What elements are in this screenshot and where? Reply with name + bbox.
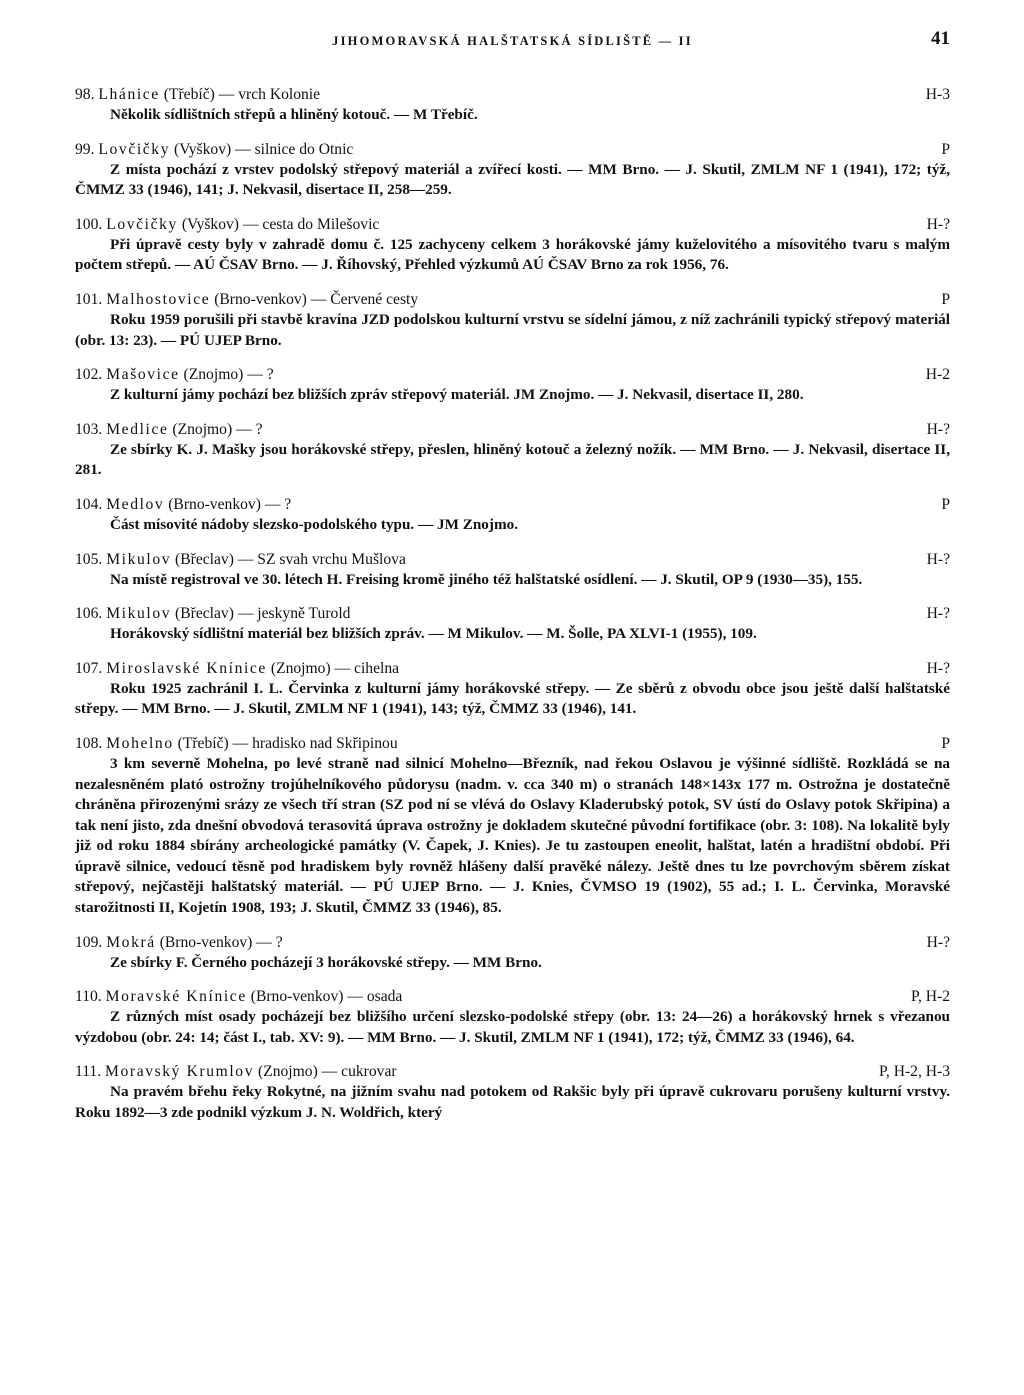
- entry-period: H-?: [926, 605, 950, 623]
- entry-period: P, H-2, H-3: [878, 1063, 950, 1081]
- entry-text: Roku 1925 zachránil I. L. Červinka z kulturní jámy horákovské střepy. — Ze sběrů z obvodu obce jsou ještě další halštatské střepy. — MM Brno. — J. Skutil, ZMLM NF 1 (1941), 143; týž, ČMMZ 33 (1946), 141.: [75, 679, 950, 718]
- entry-text: Na místě registroval ve 30. létech H. Freising kromě jiného též halštatské osídlení. — J. Skutil, OP 9 (1930—35), 155.: [110, 570, 863, 588]
- entry-site: — SZ svah vrchu Mušlova: [237, 550, 406, 568]
- entry-site: — cesta do Milešovic: [242, 215, 380, 233]
- entry-number: 99.: [75, 140, 95, 158]
- entry-text: Část mísovité nádoby slezsko-podolského typu. — JM Znojmo.: [110, 515, 519, 533]
- entry-location: Mikulov: [106, 605, 172, 623]
- entry-text: Z kulturní jámy pochází bez bližších zpráv střepový materiál. JM Znojmo. — J. Nekvasil, disertace II, 280.: [110, 386, 804, 404]
- entry-district: (Břeclav): [175, 605, 234, 623]
- entry-location: Mikulov: [106, 550, 172, 568]
- entry-text: Několik sídlištních střepů a hliněný kotouč. — M Třebíč.: [110, 106, 478, 123]
- entry-text: 3 km severně Mohelna, po levé straně nad silnicí Mohelno—Březník, nad řekou Oslavou je výšinné sídliště. Rozkládá se na nezalesněném plató ostrožny trojúhelníkového půdorysu (nadm. v. cca 340 m) o stranách 148×143x 177 m. Ostrožna je dostatečně chráněna přirozenými srázy ze všech tří stran (SZ pod ní se vlévá do Oslavy Kladerubský potok, SV ústí do Oslavy potok Skřipina) a tak není jisto, zda dnešní obvodová terasovitá úprava ostrožny je dokladem skutečné původní fortifikace (obr. 3: 108). Na lokalitě byly již od roku 1884 sbírány archeologické památky (V. Čapek, J. Knies). Je tu zastoupen eneolit, halštat, latén a hradištní období. Při úpravě silnice, vedoucí těsně pod hradiskem byly rovněž hlášeny další pravěké nálezy. Ještě dnes tu lze povrchovým sběrem získat střepový, nejčastěji halštatský materiál. — PÚ UJEP Brno. — J. Knies, ČVMSO 19 (1902), 55 ad.; I. L. Červinka, Moravské starožitnosti II, Kojetín 1908, 193; J. Skutil, ČMMZ 33 (1946), 85.: [75, 754, 950, 917]
- entry-location: Miroslavské Knínice: [106, 659, 267, 677]
- entry-location: Mokrá: [106, 933, 156, 951]
- site-catalog: [75, 84, 950, 1124]
- entry-location: Moravské Knínice: [105, 988, 247, 1006]
- catalog-entry: [75, 658, 950, 720]
- entry-heading: [75, 494, 950, 515]
- entry-district: (Znojmo): [183, 366, 244, 384]
- entry-number: 103.: [75, 420, 103, 438]
- entry-location: Medlov: [106, 495, 165, 513]
- page-header: [75, 28, 950, 62]
- entry-number: 111.: [75, 1063, 102, 1081]
- entry-location: Malhostovice: [106, 290, 211, 308]
- entry-heading: [75, 364, 950, 385]
- entry-period: P: [941, 734, 950, 752]
- entry-text: Horákovský sídlištní materiál bez bližších zpráv. — M Mikulov. — M. Šolle, PA XLVI-1 (1955), 109.: [110, 625, 757, 643]
- catalog-entry: [75, 139, 950, 201]
- entry-heading: [75, 214, 950, 235]
- entry-location: Moravský Krumlov: [105, 1063, 255, 1081]
- entry-number: 106.: [75, 605, 103, 623]
- catalog-entry: [75, 364, 950, 406]
- entry-period: P, H-2: [911, 988, 950, 1006]
- entry-district: (Brno-venkov): [250, 988, 344, 1006]
- entry-site: — ?: [256, 933, 283, 951]
- entry-heading: [75, 549, 950, 570]
- document-page: [75, 28, 950, 1137]
- entry-district: (Znojmo): [172, 420, 233, 438]
- entry-number: 102.: [75, 366, 103, 384]
- catalog-entry: [75, 84, 950, 126]
- entry-site: — ?: [264, 495, 292, 513]
- entry-number: 107.: [75, 659, 103, 677]
- entry-period: H-2: [925, 366, 950, 384]
- entry-district: (Brno-venkov): [168, 495, 261, 513]
- entry-site: — cihelna: [334, 659, 400, 677]
- entry-location: Mašovice: [106, 366, 180, 384]
- entry-site: — jeskyně Turold: [237, 605, 351, 623]
- page-number: 41: [931, 28, 950, 49]
- entry-heading: [75, 603, 950, 624]
- entry-number: 101.: [75, 290, 103, 308]
- entry-site: — vrch Kolonie: [218, 86, 321, 103]
- entry-period: P: [941, 495, 950, 513]
- entry-district: (Znojmo): [258, 1063, 318, 1081]
- catalog-entry: [75, 733, 950, 919]
- entry-number: 108.: [75, 734, 103, 752]
- entry-heading: [75, 289, 950, 310]
- entry-district: (Brno-venkov): [159, 933, 253, 951]
- entry-heading: [75, 733, 950, 754]
- entry-number: 110.: [75, 988, 102, 1006]
- catalog-entry: [75, 1061, 950, 1123]
- entry-text: Na pravém břehu řeky Rokytné, na jižním svahu nad potokem od Rakšic byly při úpravě cukrovaru porušeny kulturní vrstvy. Roku 1892—3 zde podnikl výzkum J. N. Woldřich, který: [75, 1083, 950, 1122]
- catalog-entry: [75, 932, 950, 974]
- entry-period: P: [941, 140, 950, 158]
- entry-number: 98.: [75, 86, 95, 103]
- entry-district: (Znojmo): [270, 659, 331, 677]
- entry-period: H-?: [926, 420, 950, 438]
- entry-period: H-?: [926, 933, 950, 951]
- entry-text: Ze sbírky K. J. Mašky jsou horákovské střepy, přeslen, hliněný kotouč a železný nožík. — MM Brno. — J. Nekvasil, disertace II, 281.: [75, 440, 950, 479]
- entry-site: — ?: [236, 420, 263, 438]
- entry-site: — ?: [247, 366, 274, 384]
- catalog-entry: [75, 986, 950, 1048]
- entry-text: Z místa pochází z vrstev podolský střepový materiál a zvířecí kosti. — MM Brno. — J. Skutil, ZMLM NF 1 (1941), 172; týž, ČMMZ 33 (1946), 141; J. Nekvasil, disertace II, 258—259.: [75, 160, 950, 199]
- entry-period: H-?: [926, 550, 950, 568]
- entry-heading: [75, 932, 950, 953]
- entry-district: (Třebíč): [177, 734, 229, 752]
- catalog-entry: [75, 289, 950, 351]
- entry-number: 105.: [75, 550, 103, 568]
- entry-location: Mohelno: [106, 734, 174, 752]
- entry-heading: [75, 986, 950, 1007]
- running-title: JIHOMORAVSKÁ HALŠTATSKÁ SÍDLIŠTĚ — II: [332, 34, 693, 48]
- entry-period: H-?: [926, 215, 950, 233]
- entry-site: — osada: [347, 988, 403, 1006]
- entry-location: Lovčičky: [98, 140, 171, 158]
- entry-district: (Břeclav): [175, 550, 234, 568]
- entry-text: Při úpravě cesty byly v zahradě domu č. 125 zachyceny celkem 3 horákovské jámy kuželovitého a mísovitého tvaru s malým počtem střepů. — AÚ ČSAV Brno. — J. Říhovský, Přehled výzkumů AÚ ČSAV Brno za rok 1956, 76.: [75, 235, 950, 274]
- entry-number: 100.: [75, 215, 103, 233]
- catalog-entry: [75, 419, 950, 481]
- entry-heading: [75, 139, 950, 160]
- entry-heading: [75, 658, 950, 679]
- entry-site: — cukrovar: [321, 1063, 397, 1081]
- entry-heading: [75, 419, 950, 440]
- entry-location: Lovčičky: [106, 215, 178, 233]
- entry-number: 109.: [75, 933, 103, 951]
- entry-district: (Třebíč): [163, 86, 215, 103]
- catalog-entry: [75, 214, 950, 276]
- entry-location: Medlice: [106, 420, 169, 438]
- entry-district: (Vyškov): [174, 140, 232, 158]
- entry-period: H-?: [926, 659, 950, 677]
- entry-site: — Červené cesty: [310, 290, 419, 308]
- entry-number: 104.: [75, 495, 103, 513]
- entry-period: H-3: [925, 86, 950, 103]
- entry-heading: [75, 84, 950, 105]
- catalog-entry: [75, 549, 950, 591]
- catalog-entry: [75, 494, 950, 536]
- entry-district: (Brno-venkov): [214, 290, 307, 308]
- entry-text: Roku 1959 porušili při stavbě kravína JZD podolskou kulturní vrstvu se sídelní jámou, z níž zachránili typický střepový materiál (obr. 13: 23). — PÚ UJEP Brno.: [75, 310, 950, 349]
- entry-text: Ze sbírky F. Černého pocházejí 3 horákovské střepy. — MM Brno.: [110, 953, 542, 971]
- entry-district: (Vyškov): [181, 215, 239, 233]
- catalog-entry: [75, 603, 950, 645]
- entry-text: Z různých míst osady pocházejí bez bližšího určení slezsko-podolské střepy (obr. 13: 24—26) a horákovský hrnek s vřezanou výzdobou (obr. 24: 14; část I., tab. XV: 9). — MM Brno. — J. Skutil, ZMLM NF 1 (1941), 172; týž, ČMMZ 33 (1946), 64.: [75, 1008, 950, 1046]
- entry-period: P: [941, 290, 950, 308]
- entry-heading: [75, 1061, 950, 1082]
- entry-site: — hradisko nad Skřipinou: [232, 734, 398, 752]
- entry-location: Lhánice: [98, 86, 160, 103]
- entry-site: — silnice do Otnic: [235, 140, 354, 158]
